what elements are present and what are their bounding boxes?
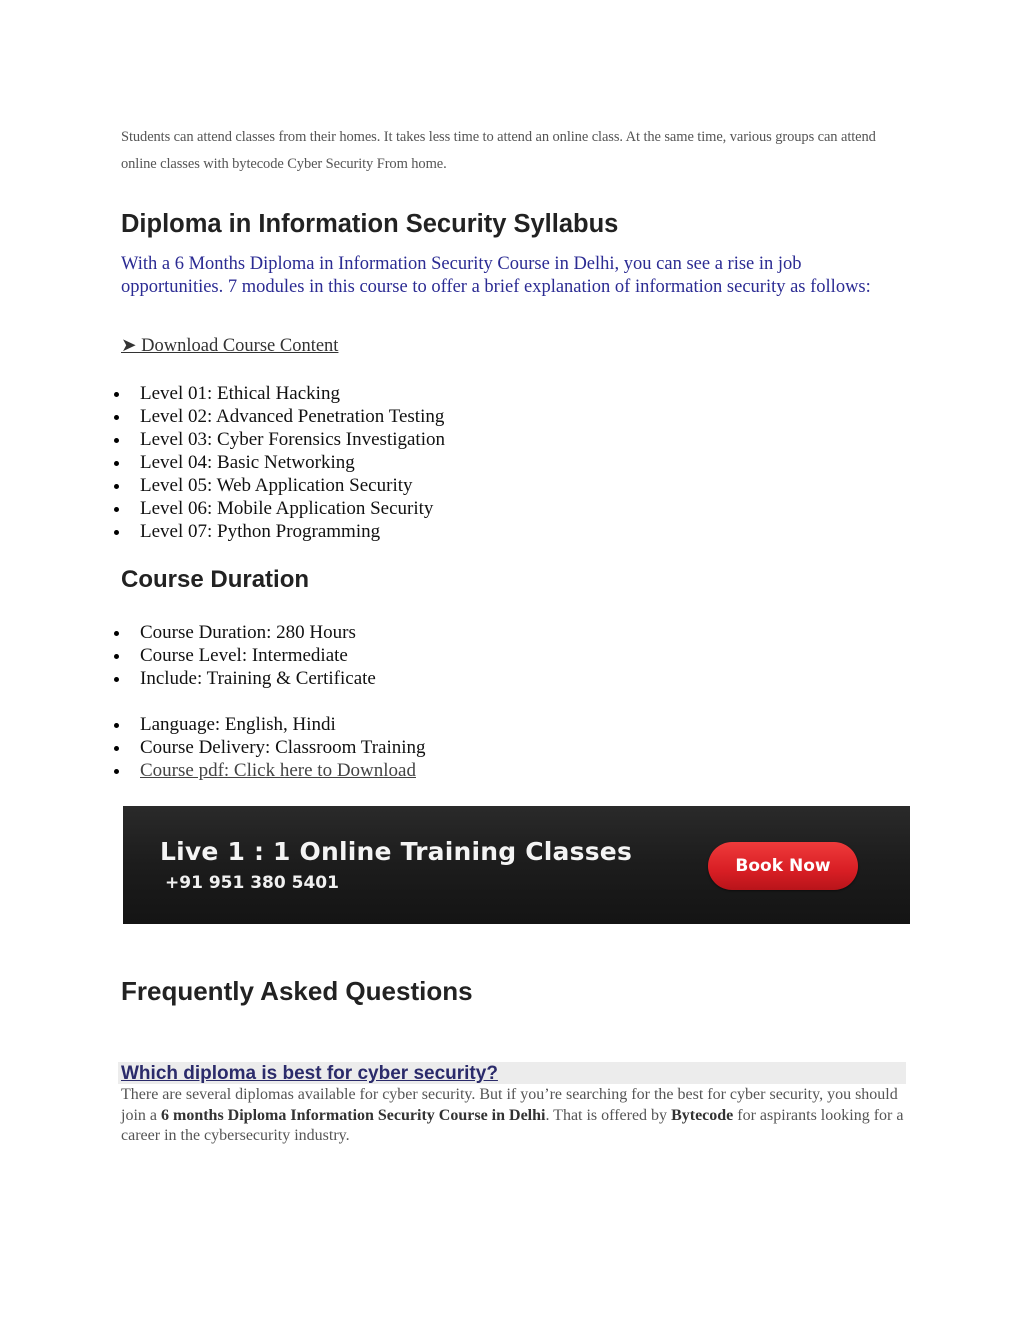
intro-paragraph: Students can attend classes from their homes. It takes less time to attend an online class. At the same time, various groups can attend online classes with bytecode Cyber Security From home.: [121, 129, 876, 172]
course-pdf-download-link[interactable]: Course pdf: Click here to Download: [140, 760, 416, 781]
list-item: Level 05: Web Application Security: [0, 474, 445, 497]
book-now-button[interactable]: Book Now: [708, 842, 858, 890]
faq-answer-course-name: 6 months Diploma Information Security Course in Delhi: [161, 1106, 546, 1124]
faq-answer-brand: Bytecode: [671, 1106, 734, 1124]
syllabus-levels-list: [0, 382, 445, 543]
list-item: Include: Training & Certificate: [0, 667, 376, 690]
list-item: Level 07: Python Programming: [0, 520, 445, 543]
faq-answer-text: for aspirants looking for a career in the cybersecurity industry.: [121, 1106, 904, 1144]
syllabus-heading: Diploma in Information Security Syllabus: [121, 210, 619, 238]
list-item: Course Level: Intermediate: [0, 644, 376, 667]
list-item: Course Duration: 280 Hours: [0, 621, 376, 644]
course-duration-heading: Course Duration: [121, 566, 310, 593]
course-delivery-list: [0, 713, 426, 782]
live-training-banner[interactable]: [123, 806, 910, 924]
faq-heading: Frequently Asked Questions: [121, 976, 473, 1006]
list-item: Level 04: Basic Networking: [0, 451, 445, 474]
download-course-content-link[interactable]: ➤ Download Course Content: [121, 336, 339, 356]
list-item: Course Delivery: Classroom Training: [0, 736, 426, 759]
list-item: Level 01: Ethical Hacking: [0, 382, 445, 405]
syllabus-description: With a 6 Months Diploma in Information Security Course in Delhi, you can see a rise in job opportunities. 7 modules in this course to offer a brief explanation of information security as follows:: [121, 254, 871, 297]
faq-answer-text: There are several diplomas available for cyber security. But if you’re searching for the best for cyber security, you should join a: [121, 1086, 898, 1124]
faq-question-text[interactable]: Which diploma is best for cyber security?: [121, 1063, 498, 1084]
list-item: [0, 759, 426, 782]
banner-title: Live 1 : 1 Online Training Classes: [160, 837, 633, 866]
faq-question[interactable]: [118, 1062, 906, 1084]
list-item: Language: English, Hindi: [0, 713, 426, 736]
course-details-list: [0, 621, 376, 690]
list-item: Level 02: Advanced Penetration Testing: [0, 405, 445, 428]
faq-answer-text: . That is offered by: [545, 1106, 672, 1124]
list-item: Level 06: Mobile Application Security: [0, 497, 445, 520]
list-item: Level 03: Cyber Forensics Investigation: [0, 428, 445, 451]
faq-answer: [121, 1085, 911, 1147]
banner-phone-number: +91 951 380 5401: [165, 873, 339, 893]
